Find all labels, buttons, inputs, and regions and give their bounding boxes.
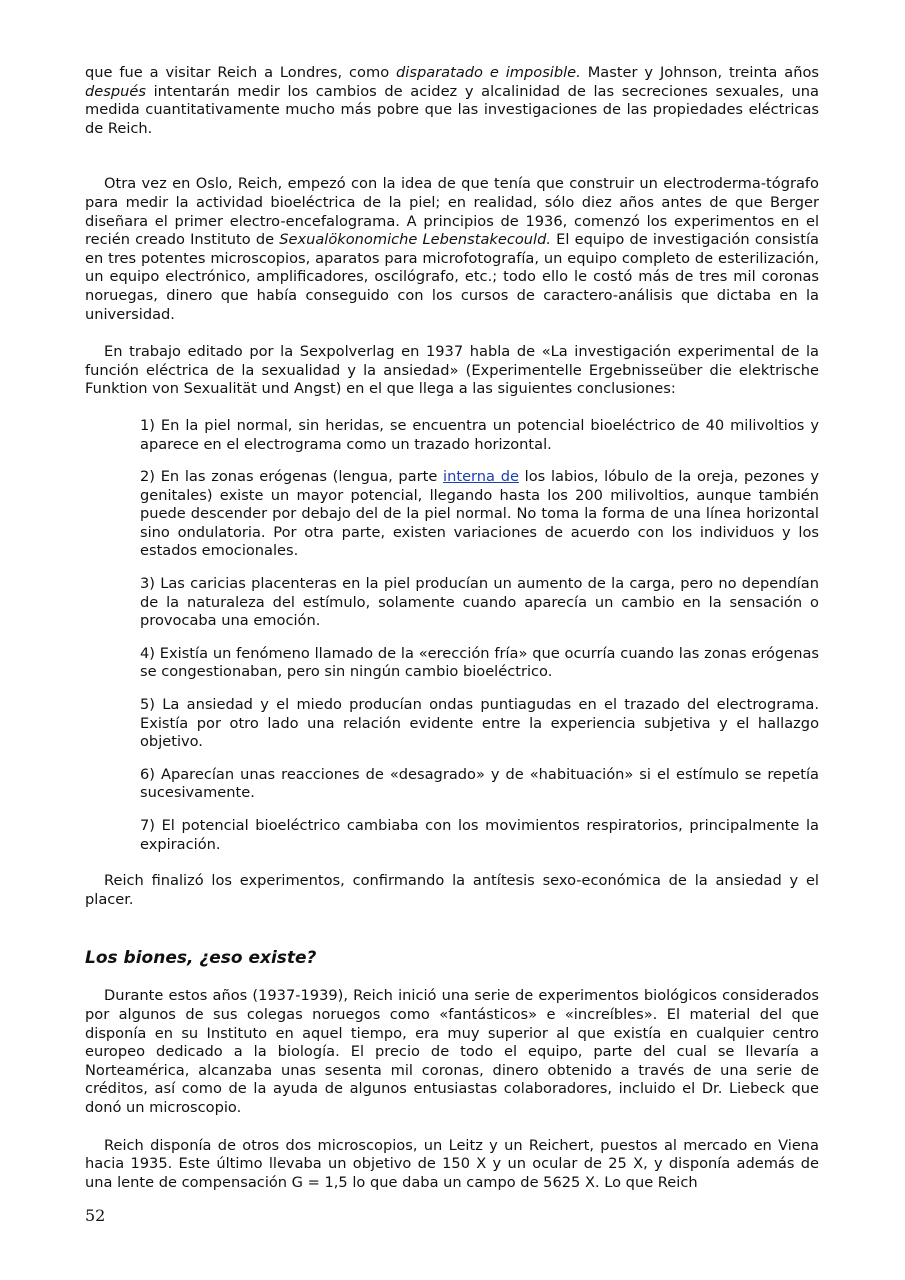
conclusion-item-2 — [140, 468, 819, 561]
conclusion-item-6: 6) Aparecían unas reacciones de «desagrado» y de «habituación» si el estímulo se repetía sucesivamente. — [140, 765, 819, 802]
emphasis-text: después — [85, 82, 146, 100]
conclusion-item-3: 3) Las caricias placenteras en la piel producían un aumento de la carga, pero no dependían de la naturaleza del estímulo, solamente cuando aparecía un cambio en la sensación o provocaba una emoción. — [140, 575, 819, 630]
paragraph-text: intentarán medir los cambios de acidez y alcalinidad de las secreciones sexuales, una medida cuantitativamente mucho más pobre que las investigaciones de las propiedades eléctricas de Reich. — [85, 82, 819, 137]
paragraph-sexpolverlag: En trabajo editado por la Sexpolverlag en 1937 habla de «La investigación experimental de la función eléctrica de la sexualidad y la ansiedad» (Experimentelle Ergebnisseüber die elektrische Funktion von Sexualität und Angst) en el que llega a las siguientes conclusiones: — [85, 343, 819, 398]
conclusions-list — [85, 417, 819, 854]
conclusion-item-5: 5) La ansiedad y el miedo producían ondas puntiagudas en el trazado del electrograma. Existía por otro lado una relación evidente entre la experiencia subjetiva y el hallazgo objetivo. — [140, 696, 819, 751]
paragraph-biones: Durante estos años (1937-1939), Reich inició una serie de experimentos biológicos considerados por algunos de sus colegas noruegos como «fantásticos» e «increíbles». El material del que disponía en su Instituto en aquel tiempo, era muy superior al que existía en cualquier centro europeo dedicado a la biología. El precio de todo el equipo, parte del cual se llevaría a Norteamérica, alcanzaba unas sesenta mil coronas, dinero obtenido a través de una serie de créditos, así como de la ayuda de algunos entusiastas colaboradores, incluido el Dr. Liebeck que donó un microscopio. — [85, 987, 819, 1116]
conclusion-text: los labios, lóbulo de la oreja, pezones y genitales) existe un mayor potencial, llegando hasta los 200 milivoltios, aunque también puede descender por debajo del de la piel normal. No toma la forma de una línea horizontal sino ondulatoria. Por otra parte, existen variaciones de acuerdo con los individuos y los estados emocionales. — [140, 468, 819, 560]
paragraph-microscopes: Reich disponía de otros dos microscopios, un Leitz y un Reichert, puestos al mercado en Viena hacia 1935. Este último llevaba un objetivo de 150 X y un ocular de 25 X, y disponía además de una lente de compensación G = 1,5 lo que daba un campo de 5625 X. Lo que Reich — [85, 1136, 819, 1191]
paragraph-opening — [85, 64, 819, 138]
conclusion-item-4: 4) Existía un fenómeno llamado de la «erección fría» que ocurría cuando las zonas erógenas se congestionaban, pero sin ningún cambio bioeléctrico. — [140, 644, 819, 681]
emphasis-text: Sexualökonomiche Lebenstakecould. — [279, 231, 551, 249]
paragraph-text: Otra vez en Oslo, Reich, empezó con la idea de que tenía que construir un electroderma-tógrafo para medir la actividad bioeléctrica de la piel; en realidad, sólo diez años antes de que Berger diseñara el primer electro-encefalograma. A principios de 1936, comenzó los experimentos en el recién creado Instituto de — [85, 175, 819, 249]
section-heading: Los biones, ¿eso existe? — [85, 948, 317, 969]
paragraph-text: Master y Johnson, treinta años — [580, 64, 819, 81]
interna-de-link[interactable]: interna de — [443, 468, 519, 486]
conclusion-item-1: 1) En la piel normal, sin heridas, se encuentra un potencial bioeléctrico de 40 milivoltios y aparece en el electrograma como un trazado horizontal. — [140, 416, 819, 453]
paragraph-text: El equipo de investigación consistía en tres potentes microscopios, aparatos para microfotografía, un equipo completo de esterilización, un equipo electrónico, amplificadores, oscilógrafo, etc.; todo ello le costó más de tres mil coronas noruegas, dinero que había conseguido con los cursos de caractero-análisis que dictaba en la universidad. — [85, 231, 820, 323]
paragraph-oslo — [85, 175, 819, 324]
paragraph-text: que fue a visitar Reich a Londres, como — [85, 64, 397, 81]
paragraph-conclusion: Reich finalizó los experimentos, confirmando la antítesis sexo-económica de la ansiedad y el placer. — [85, 872, 819, 908]
conclusion-text: 2) En las zonas erógenas (lengua, parte — [140, 468, 444, 486]
document-page — [85, 64, 819, 1192]
emphasis-text: disparatado e imposible. — [396, 64, 581, 81]
page-number: 52 — [85, 1206, 106, 1225]
conclusion-item-7: 7) El potencial bioeléctrico cambiaba con los movimientos respiratorios, principalmente la expiración. — [140, 817, 819, 853]
